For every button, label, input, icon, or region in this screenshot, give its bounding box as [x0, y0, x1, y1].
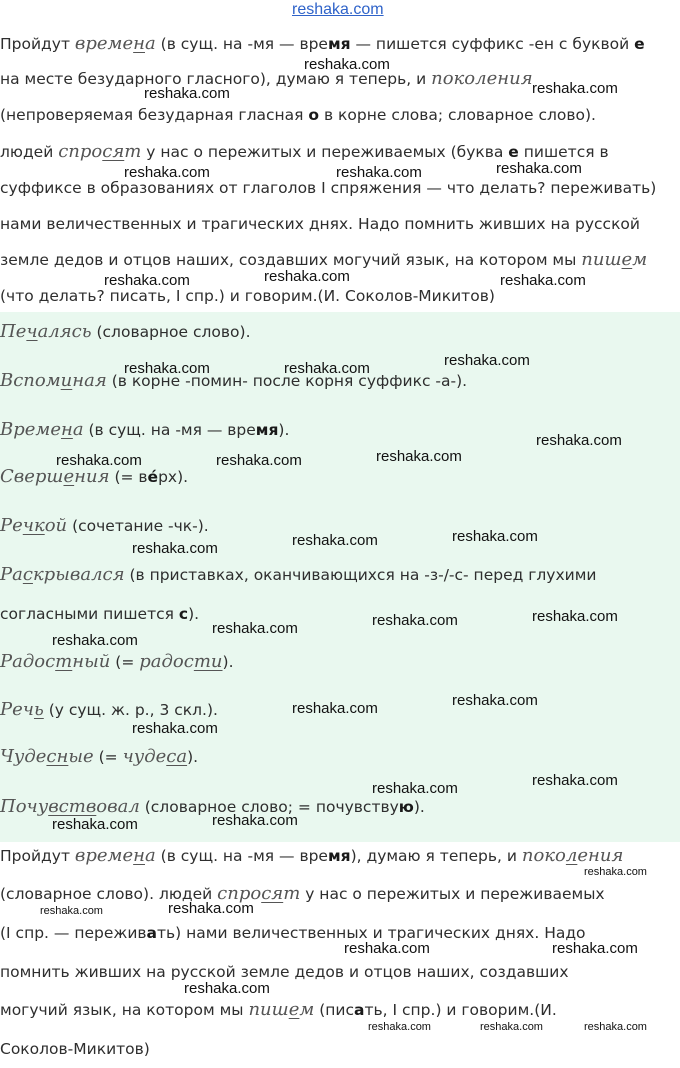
p2-line-1: Пройдут времена (в сущ. на -мя — время), думаю я теперь, и поколения	[0, 845, 624, 866]
item-vremena: Времена (в сущ. на -мя — время).	[0, 419, 290, 440]
item-vspominaya: Вспоминая (в корне -помин- после корня суффикс -а-).	[0, 370, 468, 391]
watermark: reshaka.com	[168, 900, 254, 917]
p2-line-4: помнить живших на русской земле дедов и отцов наших, создавших	[0, 963, 569, 981]
watermark: reshaka.com	[56, 452, 142, 469]
watermark: reshaka.com	[584, 866, 647, 878]
watermark: reshaka.com	[264, 268, 350, 285]
watermark: reshaka.com	[444, 352, 530, 369]
watermark: reshaka.com	[368, 1021, 431, 1033]
item-chudesnye: Чудесные (= чудеса).	[0, 746, 199, 767]
item-rech: Речь (у сущ. ж. р., 3 скл.).	[0, 699, 218, 720]
watermark: reshaka.com	[132, 540, 218, 557]
watermark: reshaka.com	[532, 608, 618, 625]
p1-line-6: нами величественных и трагических днях. Надо помнить живших на русской	[0, 215, 640, 233]
item-sversheniya: Свершения (= вéрх).	[0, 466, 189, 487]
watermark: reshaka.com	[372, 612, 458, 629]
watermark: reshaka.com	[536, 432, 622, 449]
watermark: reshaka.com	[500, 272, 586, 289]
p2-line-2: (словарное слово). людей спросят у нас о пережитых и переживаемых	[0, 883, 605, 904]
watermark: reshaka.com	[496, 160, 582, 177]
watermark: reshaka.com	[552, 940, 638, 957]
watermark: reshaka.com	[304, 56, 390, 73]
p1-line-1: Пройдут времена (в сущ. на -мя — время — пишется суффикс -ен с буквой е	[0, 33, 645, 54]
p2-line-6: Соколов-Микитов)	[0, 1040, 150, 1058]
p1-line-2: на месте безударного гласного), думаю я теперь, и поколения	[0, 68, 533, 89]
item-raskryvalsya-cont: согласными пишется с).	[0, 605, 200, 623]
watermark: reshaka.com	[452, 528, 538, 545]
watermark: reshaka.com	[284, 360, 370, 377]
item-rechkoy: Речкой (сочетание -чк-).	[0, 515, 209, 536]
watermark: reshaka.com	[452, 692, 538, 709]
p1-line-3: (непроверяемая безударная гласная о в корне слова; словарное слово).	[0, 106, 596, 124]
watermark: reshaka.com	[212, 812, 298, 829]
watermark: reshaka.com	[104, 272, 190, 289]
watermark: reshaka.com	[292, 700, 378, 717]
site-link[interactable]: reshaka.com	[292, 1, 384, 18]
watermark: reshaka.com	[532, 772, 618, 789]
watermark: reshaka.com	[336, 164, 422, 181]
item-pechalyas: Печалясь (словарное слово).	[0, 321, 251, 342]
watermark: reshaka.com	[124, 360, 210, 377]
p1-line-4: людей спросят у нас о пережитых и переживаемых (буква е пишется в	[0, 141, 609, 162]
watermark: reshaka.com	[372, 780, 458, 797]
p1-line-8: (что делать? писать, I спр.) и говорим.(И. Соколов-Микитов)	[0, 287, 495, 305]
watermark: reshaka.com	[216, 452, 302, 469]
item-raskryvalsya: Раскрывался (в приставках, оканчивающихся на -з-/-с- перед глухими	[0, 564, 597, 585]
watermark: reshaka.com	[344, 940, 430, 957]
watermark: reshaka.com	[184, 980, 270, 997]
p2-line-3: (I спр. — переживать) нами величественных и трагических днях. Надо	[0, 924, 586, 942]
item-radostny: Радостный (= радости).	[0, 651, 234, 672]
watermark: reshaka.com	[132, 720, 218, 737]
watermark: reshaka.com	[292, 532, 378, 549]
watermark: reshaka.com	[52, 816, 138, 833]
watermark: reshaka.com	[584, 1021, 647, 1033]
watermark: reshaka.com	[480, 1021, 543, 1033]
item-pochuvstvoval: Почувствовал (словарное слово; = почувствую).	[0, 796, 425, 817]
p1-line-5: суффиксе в образованиях от глаголов I спряжения — что делать? переживать)	[0, 179, 657, 197]
watermark: reshaka.com	[52, 632, 138, 649]
watermark: reshaka.com	[376, 448, 462, 465]
p2-line-5: могучий язык, на котором мы пишем (писать, I спр.) и говорим.(И.	[0, 999, 557, 1020]
watermark: reshaka.com	[532, 80, 618, 97]
watermark: reshaka.com	[40, 905, 103, 917]
p1-line-7: земле дедов и отцов наших, создавших могучий язык, на котором мы пишем	[0, 249, 648, 270]
watermark: reshaka.com	[124, 164, 210, 181]
watermark: reshaka.com	[144, 85, 230, 102]
watermark: reshaka.com	[212, 620, 298, 637]
